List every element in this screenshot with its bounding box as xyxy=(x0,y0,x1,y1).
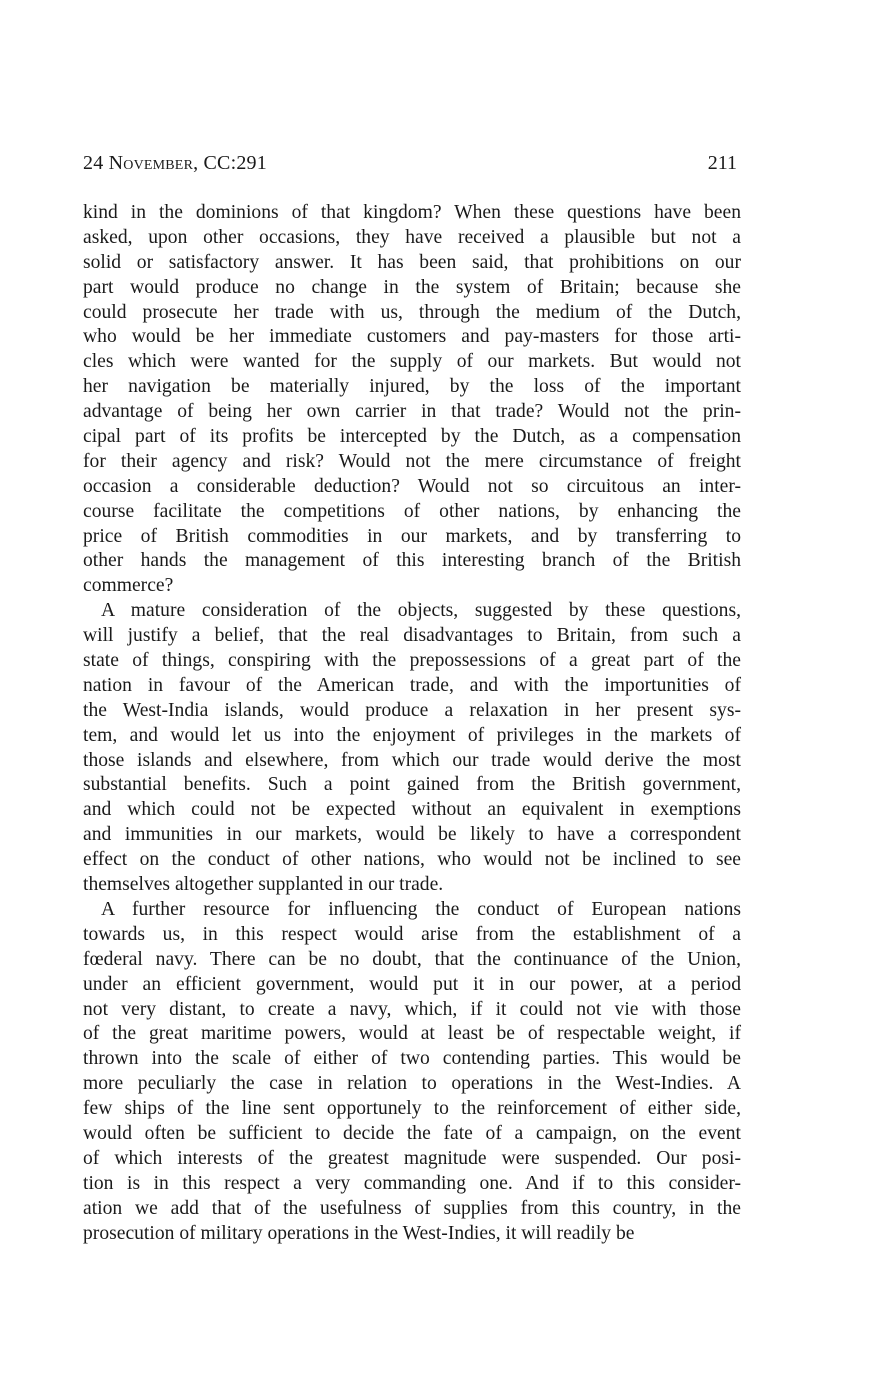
document-reference: , CC:291 xyxy=(193,152,267,174)
text-line: towards us, in this respect would arise from the establishment of a xyxy=(83,923,741,945)
text-line: not very distant, to create a navy, which, if it could not vie with those xyxy=(83,998,741,1020)
text-line: effect on the conduct of other nations, who would not be inclined to see xyxy=(83,849,741,871)
text-line: prosecution of military operations in the West-Indies, it will readily be xyxy=(83,1222,635,1244)
paragraph xyxy=(83,898,741,1246)
text-line: course facilitate the competitions of other nations, by enhancing the xyxy=(83,500,741,522)
text-line: and which could not be expected without an equivalent in exemptions xyxy=(83,799,741,821)
text-line: occasion a considerable deduction? Would not so circuitous an inter- xyxy=(83,475,741,497)
text-line: themselves altogether supplanted in our trade. xyxy=(83,874,444,896)
text-line: kind in the dominions of that kingdom? When these questions have been xyxy=(83,202,741,223)
date-month: November xyxy=(108,152,194,174)
text-line: of the great maritime powers, would at least be of respectable weight, if xyxy=(83,1023,741,1045)
book-page xyxy=(83,0,741,1380)
text-line: asked, upon other occasions, they have received a plausible but not a xyxy=(83,226,741,248)
text-line: commerce? xyxy=(83,575,174,597)
text-line: tem, and would let us into the enjoyment of privileges in the markets of xyxy=(83,724,741,746)
paragraph xyxy=(83,201,741,599)
text-line: would often be sufficient to decide the fate of a campaign, on the event xyxy=(83,1122,741,1144)
text-line: A mature consideration of the objects, suggested by these questions, xyxy=(101,600,741,622)
text-line: tion is in this respect a very commanding one. And if to this consider- xyxy=(83,1172,741,1194)
text-line: nation in favour of the American trade, and with the importunities of xyxy=(83,674,741,696)
text-line: who would be her immediate customers and pay-masters for those arti- xyxy=(83,326,741,348)
running-head-date xyxy=(83,149,267,177)
text-line: A further resource for influencing the conduct of European nations xyxy=(101,898,741,920)
text-line: ation we add that of the usefulness of supplies from this country, in the xyxy=(83,1197,741,1219)
text-line: substantial benefits. Such a point gained from the British government, xyxy=(83,774,741,796)
text-line: those islands and elsewhere, from which our trade would derive the most xyxy=(83,749,741,771)
text-line: state of things, conspiring with the prepossessions of a great part of the xyxy=(83,650,741,672)
text-line: few ships of the line sent opportunely to the reinforcement of either side, xyxy=(83,1098,741,1120)
text-line: price of British commodities in our markets, and by transferring to xyxy=(83,525,741,547)
text-line: advantage of being her own carrier in that trade? Would not the prin- xyxy=(83,401,741,423)
text-line: will justify a belief, that the real disadvantages to Britain, from such a xyxy=(83,625,741,647)
text-line: under an efficient government, would put it in our power, at a period xyxy=(83,973,741,995)
running-head xyxy=(83,149,741,179)
text-line: part would produce no change in the system of Britain; because she xyxy=(83,276,741,298)
paragraph xyxy=(83,599,741,898)
text-line: more peculiarly the case in relation to operations in the West-Indies. A xyxy=(83,1073,741,1095)
text-line: the West-India islands, would produce a relaxation in her present sys- xyxy=(83,699,741,721)
text-line: and immunities in our markets, would be likely to have a correspondent xyxy=(83,824,741,846)
text-line: of which interests of the greatest magnitude were suspended. Our posi- xyxy=(83,1147,741,1169)
date-day: 24 xyxy=(83,152,109,174)
text-line: other hands the management of this interesting branch of the British xyxy=(83,550,741,572)
text-line: cipal part of its profits be intercepted by the Dutch, as a compensation xyxy=(83,426,741,448)
text-line: her navigation be materially injured, by the loss of the important xyxy=(83,376,741,398)
text-line: cles which were wanted for the supply of our markets. But would not xyxy=(83,351,741,373)
text-line: for their agency and risk? Would not the mere circumstance of freight xyxy=(83,450,741,472)
text-line: could prosecute her trade with us, through the medium of the Dutch, xyxy=(83,301,741,323)
body-text xyxy=(83,201,741,1246)
text-line: solid or satisfactory answer. It has been said, that prohibitions on our xyxy=(83,251,741,273)
text-line: fœderal navy. There can be no doubt, that the continuance of the Union, xyxy=(83,948,741,970)
text-line: thrown into the scale of either of two contending parties. This would be xyxy=(83,1048,741,1070)
page-number: 211 xyxy=(707,152,737,174)
